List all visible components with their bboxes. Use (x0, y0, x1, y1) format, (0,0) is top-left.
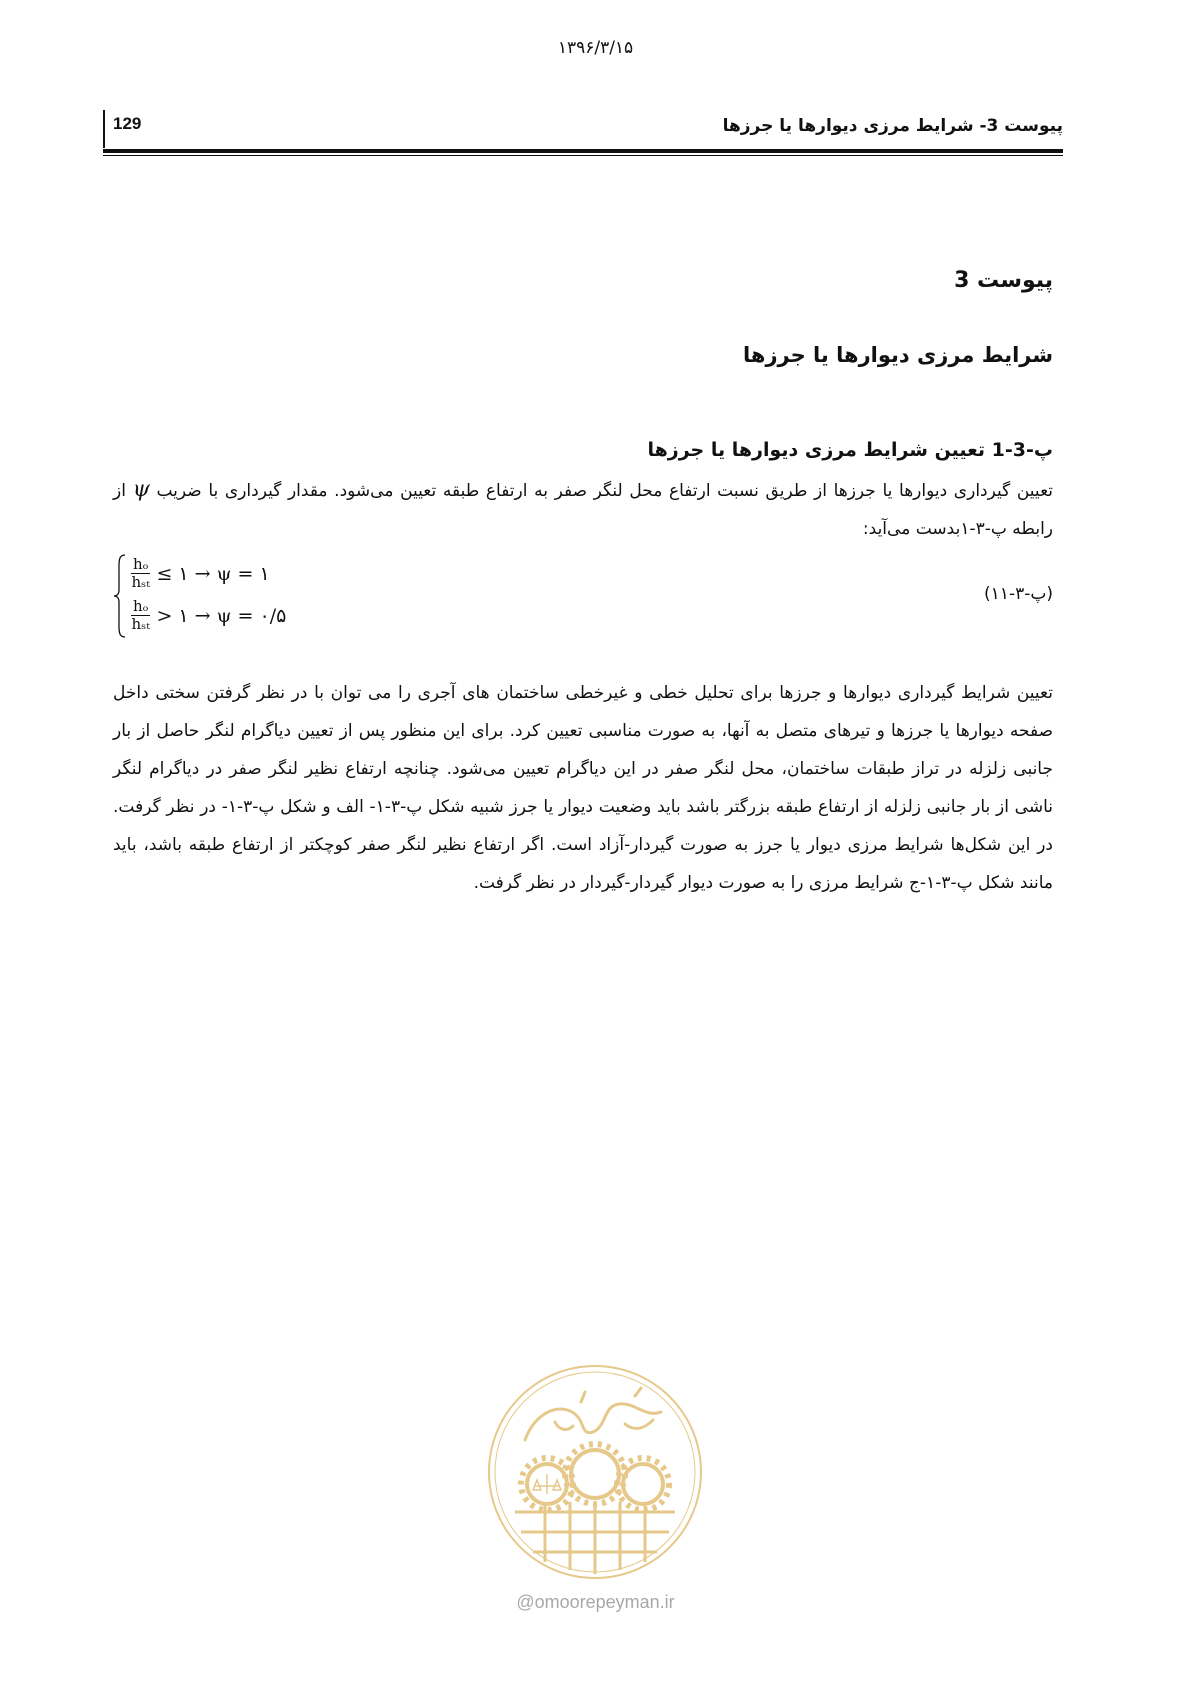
equation-number: (پ-۳-۱۱) (984, 584, 1053, 604)
watermark-seal-icon (485, 1362, 705, 1582)
page-content (113, 268, 1053, 902)
top-date: ۱۳۹۶/۳/۱۵ (557, 38, 634, 58)
header-vertical-rule (103, 110, 105, 148)
header-rule-thin (103, 155, 1063, 156)
fraction-2-denominator: hₛₜ (131, 615, 150, 633)
fraction-2 (131, 598, 150, 633)
paragraph-2: تعیین شرایط گیرداری دیوارها و جرزها برای تحلیل خطی و غیرخطی ساختمان های آجری را می توان با در نظر گرفتن سختی داخل صفحه دیوارها یا جرزها و تیرهای متصل به آنها، به صورت مناسبی تعیین کرد. برای این منظور پس از تعیین دیاگرام لنگر حاصل از بار جانبی زلزله در تراز طبقات ساختمان، محل لنگر صفر در این دیاگرام تعیین می‌شود. چنانچه ارتفاع نظیر لنگر صفر در دیاگرام لنگر ناشی از بار جانبی زلزله از ارتفاع طبقه بزرگتر باشد باید وضعیت دیوار یا جرز شبیه شکل پ-۳-۱- الف و شکل پ-۳-۱- در نظر گرفت. در این شکل‌ها شرایط مرزی دیوار یا جرز به صورت گیردار-آزاد است. اگر ارتفاع نظیر لنگر صفر کوچکتر از ارتفاع طبقه باشد، باید مانند شکل پ-۳-۱-ج شرایط مرزی را به صورت دیوار گیردار-گیردار در نظر گرفت. (113, 683, 1053, 893)
section-heading: پ-3-1 تعیین شرایط مرزی دیوارها یا جرزها (647, 439, 1053, 461)
appendix-title: شرایط مرزی دیوارها یا جرزها (743, 343, 1053, 367)
appendix-heading: پیوست 3 (954, 268, 1053, 293)
paragraph-1-part-2: از رابطه پ-۳-۱بدست می‌آید: (113, 481, 1053, 539)
equation-block (113, 554, 1053, 640)
left-brace-icon (113, 554, 127, 638)
paragraph-1-part-1: تعیین گیرداری دیوارها یا جرزها از طریق نسبت ارتفاع محل لنگر صفر به ارتفاع طبقه تعیین می‌شود. مقدار گیرداری با ضریب (149, 481, 1053, 501)
equation-line-2 (131, 598, 286, 633)
watermark-site: @omoorepeyman.ir (516, 1592, 675, 1612)
paragraph-1 (113, 471, 1053, 548)
header-rule-thick (103, 149, 1063, 153)
fraction-1-numerator: hₒ (133, 555, 149, 573)
fraction-2-numerator: hₒ (133, 597, 149, 615)
fraction-1 (131, 556, 150, 591)
equation-line-1-rest: ≤ ۱ → ψ = ۱ (156, 562, 270, 585)
page-number: 129 (113, 114, 142, 133)
psi-symbol: ψ (132, 477, 150, 502)
equation-line-1 (131, 556, 270, 591)
fraction-1-denominator: hₛₜ (131, 573, 150, 591)
equation-line-2-rest: > ۱ → ψ = ۰/۵ (156, 604, 287, 627)
running-header: پیوست 3- شرایط مرزی دیوارها یا جرزها (722, 116, 1063, 136)
